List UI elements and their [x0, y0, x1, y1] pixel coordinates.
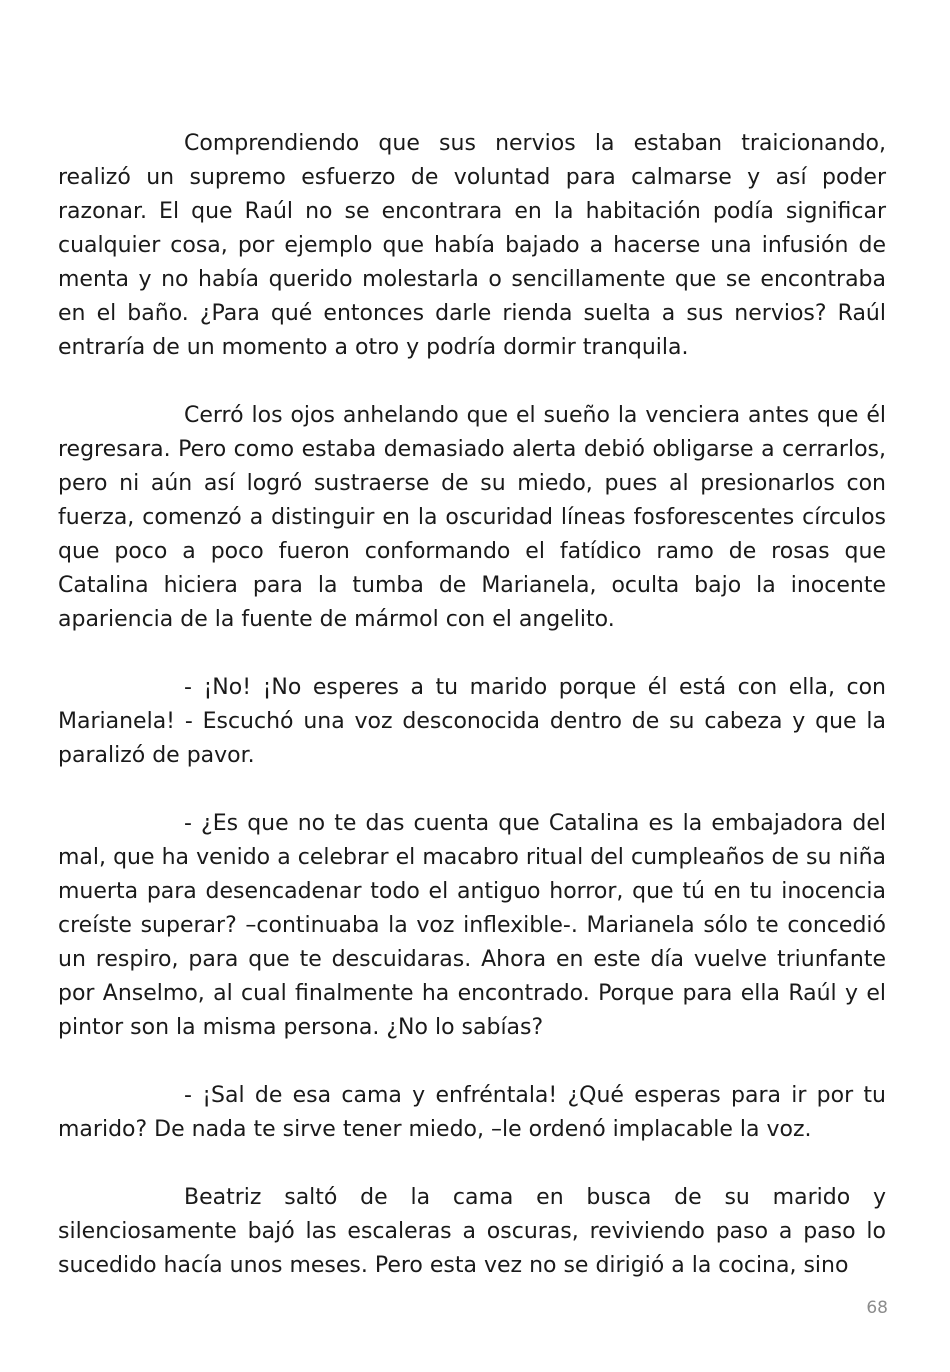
paragraph-2: Cerró los ojos anhelando que el sueño la venciera antes que él regresara. Pero como estaba demasiado alerta debió obligarse a cerrarlos, pero ni aún así logró sustraerse de su miedo, pues al presionarlos con fuerza, comenzó a distinguir en la oscuridad líneas fosforescentes círculos que poco a poco fueron conformando el fatídico ramo de rosas que Catalina hiciera para la tumba de Marianela, oculta bajo la inocente apariencia de la fuente de mármol con el angelito. [58, 403, 886, 632]
paragraph-4: - ¿Es que no te das cuenta que Catalina es la embajadora del mal, que ha venido a celebrar el macabro ritual del cumpleaños de su niña muerta para desencadenar todo el antiguo horror, que tú en tu inocencia creíste superar? –continuaba la voz inflexible-. Marianela sólo te concedió un respiro, para que te descuidaras. Ahora en este día vuelve triunfante por Anselmo, al cual finalmente ha encontrado. Porque para ella Raúl y el pintor son la misma persona. ¿No lo sabías? [58, 811, 886, 1040]
paragraph-3: - ¡No! ¡No esperes a tu marido porque él está con ella, con Marianela! - Escuchó una voz desconocida dentro de su cabeza y que la paralizó de pavor. [58, 675, 886, 768]
paragraph-1: Comprendiendo que sus nervios la estaban traicionando, realizó un supremo esfuerzo de voluntad para calmarse y así poder razonar. El que Raúl no se encontrara en la habitación podía significar cualquier cosa, por ejemplo que había bajado a hacerse una infusión de menta y no había querido molestarla o sencillamente que se encontraba en el baño. ¿Para qué entonces darle rienda suelta a sus nervios? Raúl entraría de un momento a otro y podría dormir tranquila. [58, 131, 886, 360]
body-text [58, 127, 886, 1283]
paragraph-5: - ¡Sal de esa cama y enfréntala! ¿Qué esperas para ir por tu marido? De nada te sirve tener miedo, –le ordenó implacable la voz. [58, 1083, 886, 1142]
page-number: 68 [866, 1298, 888, 1318]
paragraph-6: Beatriz saltó de la cama en busca de su marido y silenciosamente bajó las escaleras a oscuras, reviviendo paso a paso lo sucedido hacía unos meses. Pero esta vez no se dirigió a la cocina, sino [58, 1185, 886, 1278]
